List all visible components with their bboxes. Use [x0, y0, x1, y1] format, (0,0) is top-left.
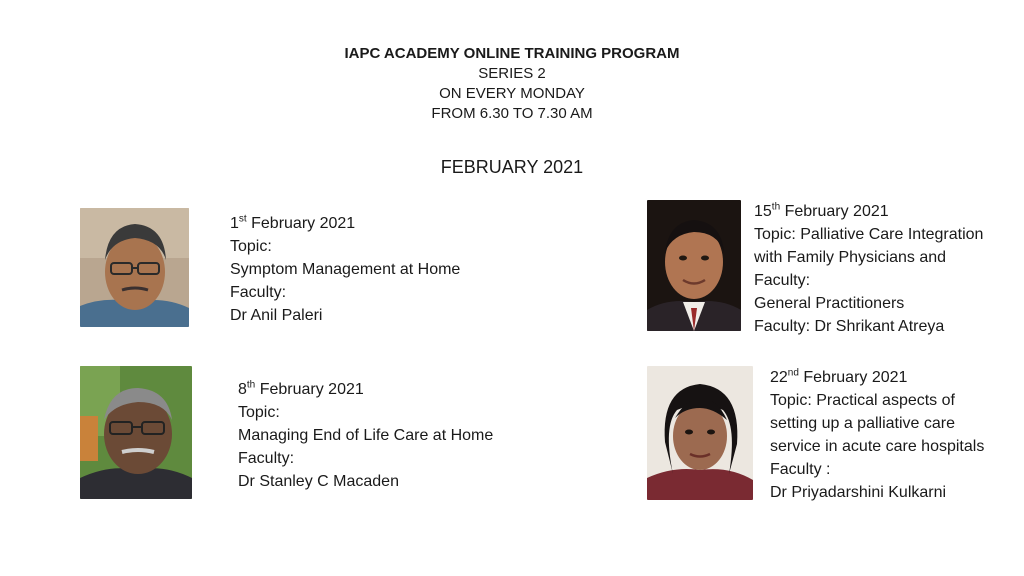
faculty-photo-anil-paleri: [80, 208, 189, 327]
session-1-faculty-label: Faculty:: [230, 284, 287, 301]
session-3-topic-line-3: Faculty:: [754, 272, 811, 289]
session-3-topic-line-2: with Family Physicians and: [754, 249, 947, 266]
session-3-topic-line-4: General Practitioners: [754, 295, 905, 312]
program-series: SERIES 2: [478, 65, 546, 82]
session-3-date: 15th February 2021: [754, 201, 889, 220]
session-1-topic-label: Topic:: [230, 238, 272, 255]
session-2-topic-label: Topic:: [238, 404, 280, 421]
faculty-photo-priyadarshini-kulkarni: [647, 366, 753, 500]
session-4-topic-line-3: service in acute care hospitals: [770, 438, 985, 455]
session-4-faculty: Dr Priyadarshini Kulkarni: [770, 484, 947, 501]
session-4-topic-line-2: setting up a palliative care: [770, 415, 955, 432]
program-title: IAPC ACADEMY ONLINE TRAINING PROGRAM: [344, 45, 680, 62]
faculty-photo-shrikant-atreya: [647, 200, 741, 331]
session-3-details: [754, 200, 983, 338]
session-2-faculty: Dr Stanley C Macaden: [238, 473, 399, 490]
session-4-topic-line-1: Topic: Practical aspects of: [770, 392, 955, 409]
session-2-faculty-label: Faculty:: [238, 450, 295, 467]
session-2-topic: Managing End of Life Care at Home: [238, 427, 494, 444]
month-heading: FEBRUARY 2021: [440, 157, 584, 177]
session-3-topic-line-1: Topic: Palliative Care Integration: [754, 226, 984, 243]
session-4-faculty-label: Faculty :: [770, 461, 831, 478]
session-2-details: [238, 378, 493, 493]
program-schedule: ON EVERY MONDAY: [439, 85, 585, 102]
program-time: FROM 6.30 TO 7.30 AM: [431, 105, 593, 122]
session-3-faculty: Faculty: Dr Shrikant Atreya: [754, 318, 945, 335]
session-4-details: [770, 366, 984, 504]
session-1-details: [230, 212, 460, 327]
session-2-date: 8th February 2021: [238, 379, 364, 398]
faculty-photo-stanley-macaden: [80, 366, 192, 499]
program-header: [0, 44, 1024, 124]
session-1-date: 1st February 2021: [230, 213, 356, 232]
session-4-date: 22nd February 2021: [770, 367, 908, 386]
session-1-faculty: Dr Anil Paleri: [230, 307, 323, 324]
session-1-topic: Symptom Management at Home: [230, 261, 461, 278]
